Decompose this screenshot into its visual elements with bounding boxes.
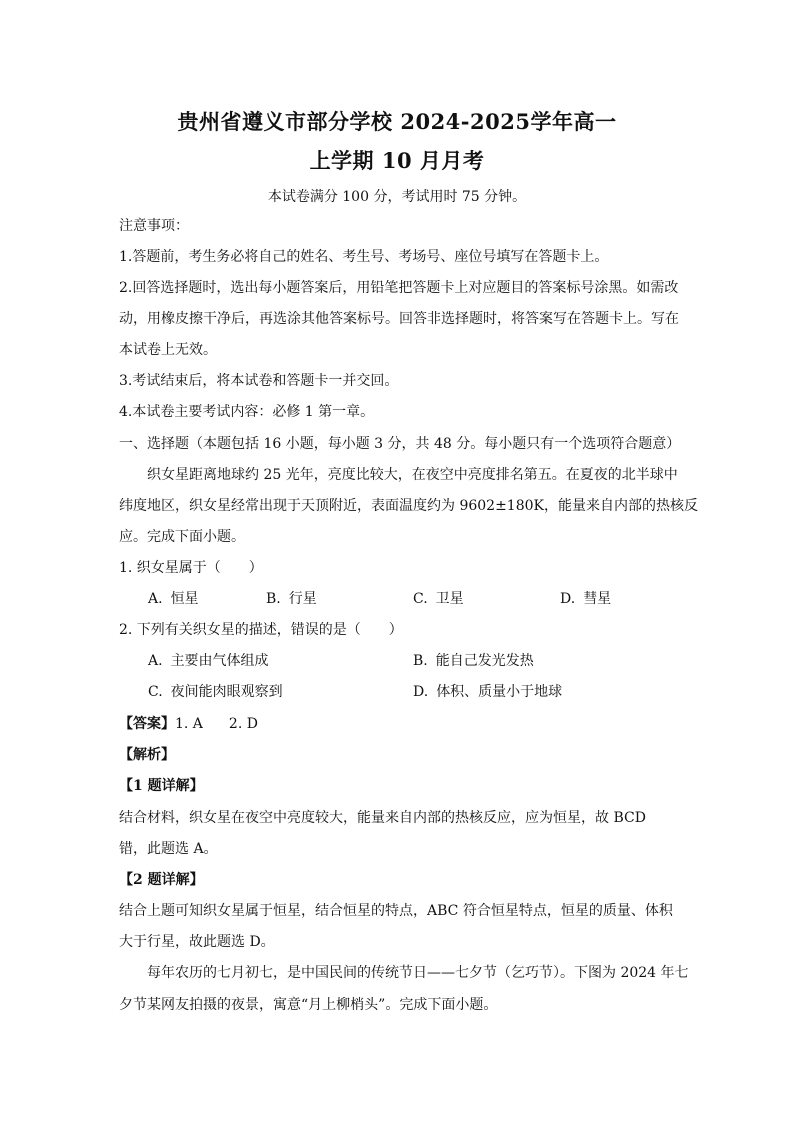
option-letter: C. bbox=[413, 591, 428, 607]
option-letter: A. bbox=[148, 591, 163, 607]
question-2-option-b bbox=[413, 651, 534, 671]
option-text: 行星 bbox=[288, 591, 317, 607]
passage2-line-1: 每年农历的七月初七，是中国民间的传统节日——七夕节（乞巧节）。下图为 2024 年七 bbox=[147, 965, 689, 981]
option-letter: B. bbox=[413, 653, 428, 669]
detail-1-label: 【1 题详解】 bbox=[119, 778, 204, 794]
detail-2-label: 【2 题详解】 bbox=[119, 872, 204, 888]
question-1-stem: 1. 织女星属于（ ） bbox=[119, 560, 263, 576]
option-letter: C. bbox=[148, 684, 163, 700]
detail-1-line-2: 错，此题选 A。 bbox=[119, 841, 218, 857]
question-2-stem: 2. 下列有关织女星的描述，错误的是（ ） bbox=[119, 622, 403, 638]
notice-heading: 注意事项： bbox=[119, 218, 189, 234]
passage1-line-1: 织女星距离地球约 25 光年，亮度比较大，在夜空中亮度排名第五。在夏夜的北半球中 bbox=[147, 467, 678, 483]
option-letter: D. bbox=[560, 591, 576, 607]
question-2-option-d bbox=[413, 682, 562, 702]
option-text: 主要由气体组成 bbox=[170, 653, 269, 669]
question-2-option-a bbox=[148, 651, 269, 671]
notice-item-4: 4.本试卷主要考试内容：必修 1 第一章。 bbox=[119, 404, 375, 420]
notice-item-2: 2.回答选择题时，选出每小题答案后，用铅笔把答题卡上对应题目的答案标号涂黑。如需改 bbox=[119, 280, 679, 296]
option-text: 能自己发光发热 bbox=[435, 653, 534, 669]
option-text: 夜间能肉眼观察到 bbox=[170, 684, 283, 700]
question-1-option-b bbox=[266, 589, 317, 609]
answer-row bbox=[119, 714, 258, 734]
detail-1-line-1: 结合材料，织女星在夜空中亮度较大，能量来自内部的热核反应，应为恒星，故 BCD bbox=[119, 810, 646, 826]
passage1-line-3: 应。完成下面小题。 bbox=[119, 529, 245, 545]
exam-title-line-2: 上学期 10 月月考 bbox=[309, 148, 485, 173]
option-text: 体积、质量小于地球 bbox=[436, 684, 563, 700]
option-letter: A. bbox=[148, 653, 163, 669]
question-2-option-c bbox=[148, 682, 283, 702]
option-letter: B. bbox=[266, 591, 281, 607]
option-text: 彗星 bbox=[583, 591, 612, 607]
passage1-line-2: 纬度地区，织女星经常出现于天顶附近，表面温度约为 9602±180K，能量来自内部的热核反 bbox=[119, 498, 698, 514]
question-1-option-a bbox=[148, 589, 199, 609]
exam-subtitle: 本试卷满分 100 分，考试用时 75 分钟。 bbox=[267, 189, 527, 205]
notice-item-2-end: 本试卷上无效。 bbox=[119, 342, 217, 358]
notice-item-1: 1.答题前，考生务必将自己的姓名、考生号、考场号、座位号填写在答题卡上。 bbox=[119, 249, 609, 265]
detail-2-line-1: 结合上题可知织女星属于恒星，结合恒星的特点，ABC 符合恒星特点，恒星的质量、体积 bbox=[119, 903, 673, 919]
detail-2-line-2: 大于行星，故此题选 D。 bbox=[119, 934, 275, 950]
question-1-option-c bbox=[413, 589, 464, 609]
analysis-label: 【解析】 bbox=[119, 747, 175, 763]
answer-2: 2. D bbox=[228, 716, 258, 732]
answer-label: 【答案】 bbox=[119, 716, 175, 732]
option-text: 恒星 bbox=[170, 591, 199, 607]
section-heading: 一、选择题（本题包括 16 小题，每小题 3 分，共 48 分。每小题只有一个选项符合题意） bbox=[119, 436, 681, 452]
option-letter: D. bbox=[413, 684, 429, 700]
answer-1: 1. A bbox=[175, 716, 203, 732]
option-text: 卫星 bbox=[435, 591, 464, 607]
exam-title-line-1: 贵州省遵义市部分学校 2024-2025学年高一 bbox=[177, 109, 617, 134]
passage2-line-2: 夕节某网友拍摄的夜景，寓意“月上柳梢头”。完成下面小题。 bbox=[119, 997, 498, 1013]
notice-item-2-cont: 动，用橡皮擦干净后，再选涂其他答案标号。回答非选择题时，将答案写在答题卡上。写在 bbox=[119, 311, 679, 327]
question-1-option-d bbox=[560, 589, 611, 609]
notice-item-3: 3.考试结束后，将本试卷和答题卡一并交回。 bbox=[119, 373, 399, 389]
